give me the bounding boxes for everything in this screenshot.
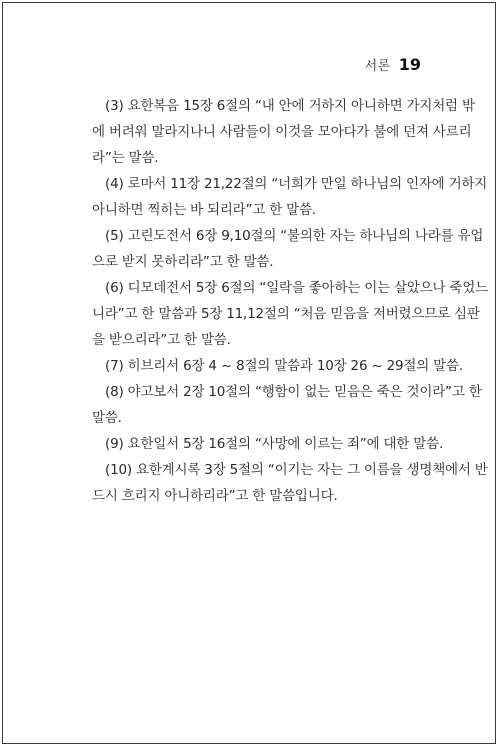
text-line: 아니하면 찍히는 바 되리라”고 한 말씀.	[92, 202, 316, 218]
text-line: (9) 요한일서 5장 16절의 “사망에 이르는 죄”에 대한 말씀.	[105, 436, 444, 452]
text-line: (6) 디모데전서 5장 6절의 “일락을 좋아하는 이는 살았으나 죽었느	[105, 280, 489, 296]
text-line: 라”는 말씀.	[92, 150, 159, 166]
text-line: 니라”고 한 말씀과 5장 11,12절의 “처음 믿음을 저버렸으므로 심판	[92, 306, 480, 322]
paragraph-item-9	[79, 431, 444, 457]
text-line: 을 받으리라”고 한 말씀.	[92, 332, 231, 348]
paragraph-item-8	[79, 379, 482, 431]
text-line: (7) 히브리서 6장 4 ~ 8절의 말씀과 10장 26 ~ 29절의 말씀.	[105, 358, 463, 374]
text-line: (3) 요한복음 15장 6절의 “내 안에 거하지 아니하면 가지처럼 밖	[105, 98, 475, 114]
section-name: 서론	[364, 59, 391, 74]
text-line: 드시 흐리지 아니하리라”고 한 말씀입니다.	[92, 488, 338, 504]
text-line: (4) 로마서 11장 21,22절의 “너희가 만일 하나님의 인자에 거하지	[105, 176, 488, 192]
text-line: (5) 고린도전서 6장 9,10절의 “불의한 자는 하나님의 나라를 유업	[105, 228, 484, 244]
paragraph-item-7	[79, 353, 463, 379]
text-line: 에 버려워 말라지나니 사람들이 이것을 모아다가 불에 던져 사르리	[92, 124, 472, 140]
running-head	[365, 55, 421, 74]
paragraph-item-6	[79, 275, 489, 353]
paragraph-item-4	[79, 171, 488, 223]
text-line: 말씀.	[92, 410, 122, 426]
paragraph-item-5	[79, 223, 484, 275]
paragraph-item-3	[79, 93, 475, 171]
text-line: (8) 야고보서 2장 10절의 “행함이 없는 믿음은 죽은 것이라”고 한	[105, 384, 482, 400]
text-line: 으로 받지 못하리라”고 한 말씀.	[92, 254, 274, 270]
paragraph-item-10	[79, 457, 488, 509]
body-text	[79, 93, 489, 509]
page-number: 19	[398, 55, 421, 74]
text-line: (10) 요한계시록 3장 5절의 “이기는 자는 그 이름을 생명책에서 반	[105, 462, 488, 478]
page-frame	[2, 2, 496, 744]
